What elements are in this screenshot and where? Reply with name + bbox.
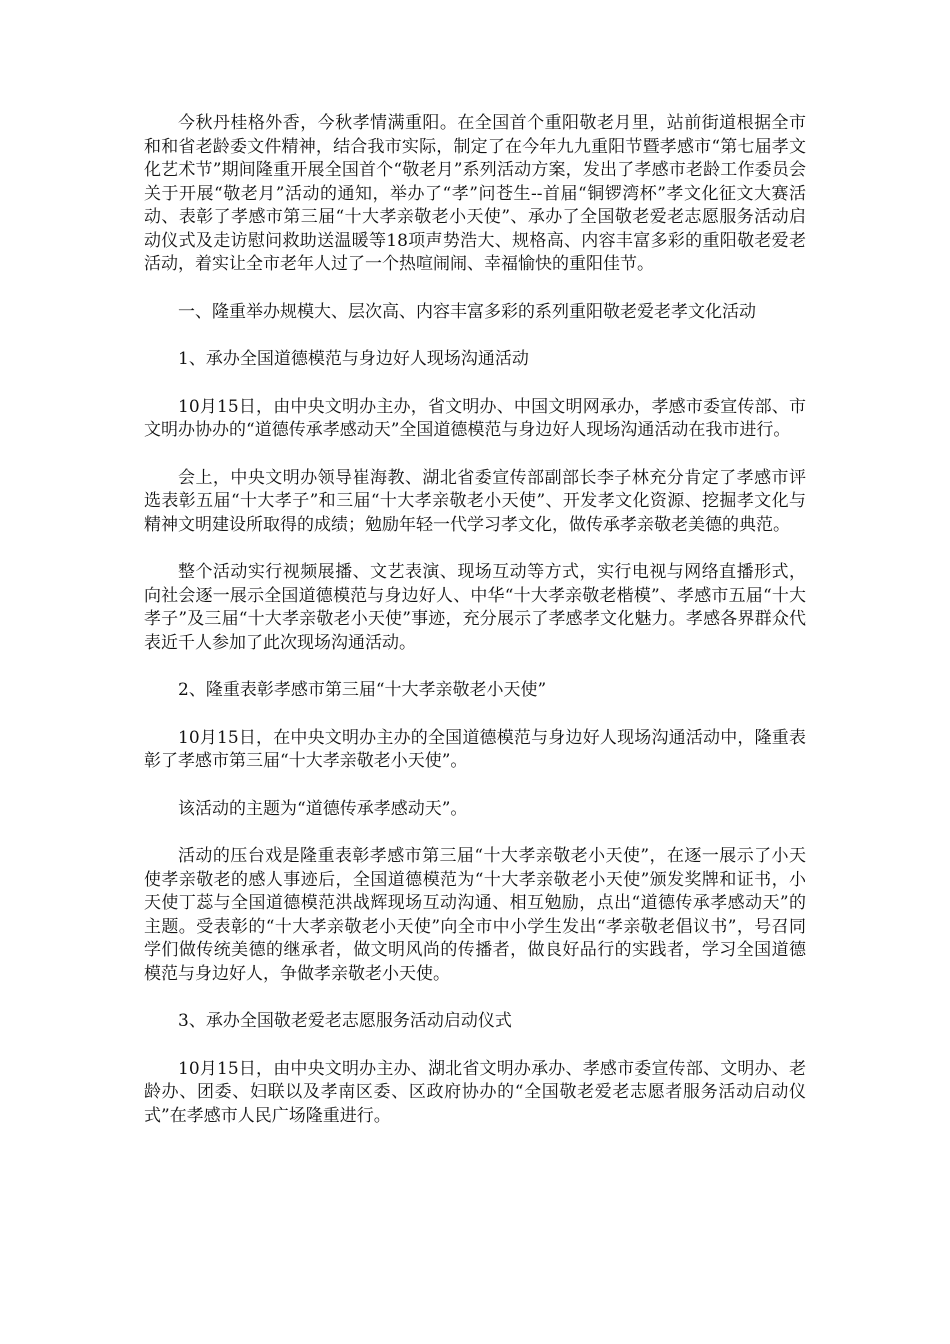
body-paragraph: 10月15日，由中央文明办主办、湖北省文明办承办、孝感市委宣传部、文明办、老龄办、团委、妇联以及孝南区委、区政府协办的“全国敬老爱老志愿者服务活动启动仪式”在孝感市人民广场隆重进行。 — [144, 1058, 806, 1126]
subsection-heading-2: 2、隆重表彰孝感市第三届“十大孝亲敬老小天使” — [178, 680, 547, 700]
body-paragraph: 该活动的主题为“道德传承孝感动天”。 — [178, 798, 468, 819]
body-paragraph: 10月15日，在中央文明办主办的全国道德模范与身边好人现场沟通活动中，隆重表彰了孝感市第三届“十大孝亲敬老小天使”。 — [144, 727, 806, 771]
intro-paragraph: 今秋丹桂格外香，今秋孝情满重阳。在全国首个重阳敬老月里，站前街道根据全市和和省老龄委文件精神，结合我市实际，制定了在今年九九重阳节暨孝感市“第七届孝文化艺术节”期间隆重开展全国首个“敬老月”系列活动方案，发出了孝感市老龄工作委员会关于开展“敬老月”活动的通知，举办了“孝”问苍生--首届“铜锣湾杯”孝文化征文大赛活动、表彰了孝感市第三届“十大孝亲敬老小天使”、承办了全国敬老爱老志愿服务活动启动仪式及走访慰问救助送温暖等18项声势浩大、规格高、内容丰富多彩的重阳敬老爱老活动，着实让全市老年人过了一个热喧闹闹、幸福愉快的重阳佳节。 — [144, 113, 806, 274]
body-paragraph: 活动的压台戏是隆重表彰孝感市第三届“十大孝亲敬老小天使”，在逐一展示了小天使孝亲敬老的感人事迹后，全国道德模范为“十大孝亲敬老小天使”颁发奖牌和证书，小天使丁蕊与全国道德模范洪战辉现场互动沟通、相互勉励，点出“道德传承孝感动天”的主题。受表彰的“十大孝亲敬老小天使”向全市中小学生发出“孝亲敬老倡议书”，号召同学们做传统美德的继承者，做文明风尚的传播者，做良好品行的实践者，学习全国道德模范与身边好人，争做孝亲敬老小天使。 — [144, 846, 806, 984]
body-paragraph: 10月15日，由中央文明办主办，省文明办、中国文明网承办，孝感市委宣传部、市文明办协办的“道德传承孝感动天”全国道德模范与身边好人现场沟通活动在我市进行。 — [144, 396, 806, 440]
body-paragraph: 整个活动实行视频展播、文艺表演、现场互动等方式，实行电视与网络直播形式，向社会逐一展示全国道德模范与身边好人、中华“十大孝亲敬老楷模”、孝感市五届“十大孝子”及三届“十大孝亲敬老小天使”事迹，充分展示了孝感孝文化魅力。孝感各界群众代表近千人参加了此次现场沟通活动。 — [144, 562, 806, 653]
document-body — [144, 112, 806, 1152]
body-paragraph: 会上，中央文明办领导崔海教、湖北省委宣传部副部长李子林充分肯定了孝感市评选表彰五届“十大孝子”和三届“十大孝亲敬老小天使”、开发孝文化资源、挖掘孝文化与精神文明建设所取得的成绩；勉励年轻一代学习孝文化，做传承孝亲敬老美德的典范。 — [144, 467, 806, 535]
subsection-heading-1: 1、承办全国道德模范与身边好人现场沟通活动 — [178, 349, 529, 369]
subsection-heading-3: 3、承办全国敬老爱老志愿服务活动启动仪式 — [178, 1011, 512, 1031]
section-heading-1: 一、隆重举办规模大、层次高、内容丰富多彩的系列重阳敬老爱老孝文化活动 — [178, 301, 756, 322]
